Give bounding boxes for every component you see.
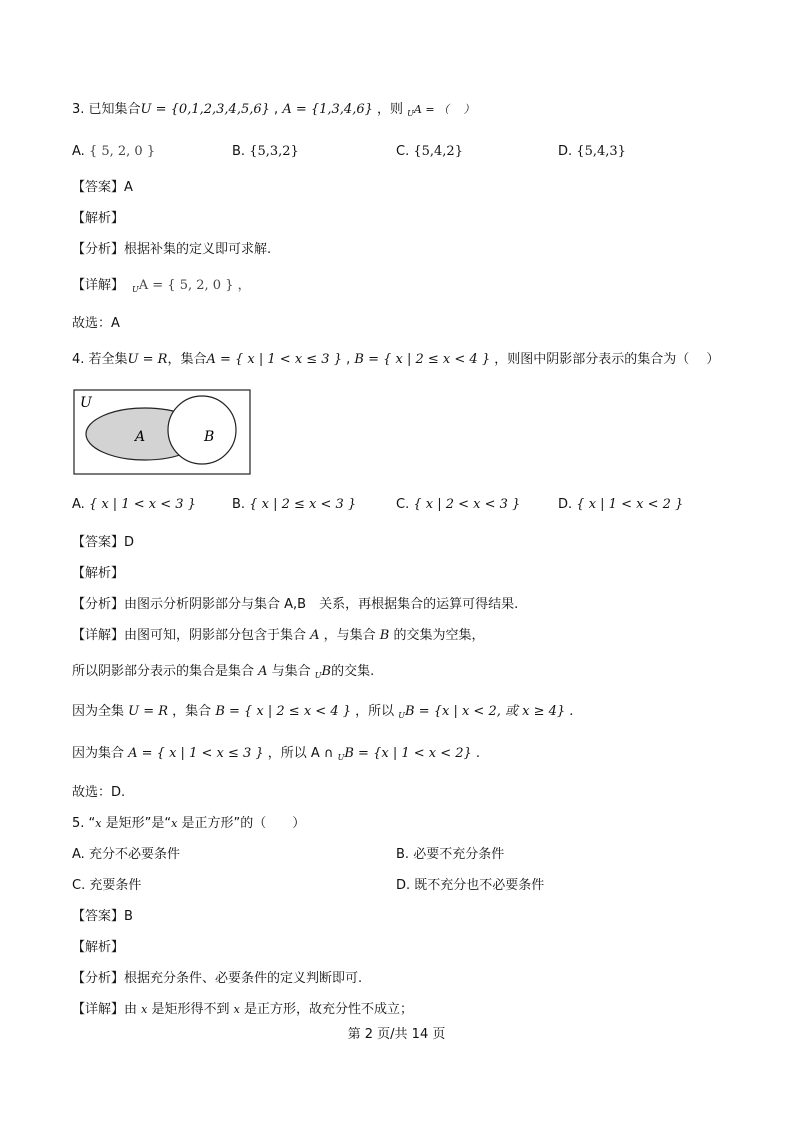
text-run: ，所以 A ∩ (263, 746, 338, 761)
q3-xiangjie-label: 【详解】 (72, 278, 125, 293)
text-run: 因为全集 (72, 704, 129, 719)
q4-analysis: 【解析】 (72, 566, 125, 581)
text-run: 所以阴影部分表示的集合是集合 (72, 664, 259, 679)
option-value: {5,4,2} (413, 144, 463, 159)
venn-label-b: B (204, 429, 215, 445)
q4-choice: 故选：D. (72, 785, 126, 800)
q5-option-b (396, 845, 504, 865)
complement-sub: U (337, 753, 345, 762)
q3-choice: 故选：A (72, 316, 120, 331)
q4-text-1: ，集合 (167, 352, 207, 367)
text-run: ，集合 (168, 704, 216, 719)
text-run: 的交集为空集， (389, 628, 485, 643)
option-letter: D. (558, 144, 573, 159)
q4-A-set: A = { x | 1 < x ≤ 3 } (206, 352, 342, 367)
q4-U-expr: U = R (127, 352, 168, 367)
text-run: ，与集合 (319, 628, 380, 643)
math-run: B (321, 664, 332, 679)
option-letter: B. (232, 497, 246, 512)
q4-xiangjie-2 (72, 662, 374, 686)
q3-stem (72, 100, 475, 124)
q5-answer: 【答案】B (72, 909, 133, 924)
page-footer: 第 2 页/共 14 页 (347, 1027, 446, 1042)
q3-fenxi: 【分析】根据补集的定义即可求解. (72, 242, 272, 257)
math-run: A (310, 628, 320, 643)
text-run: 是正方形”的（ ） (177, 816, 306, 831)
q5-analysis: 【解析】 (72, 940, 125, 955)
q3-analysis: 【解析】 (72, 211, 125, 226)
math-run: x (171, 817, 178, 830)
text-run: 是正方形，故充分性不成立； (239, 1002, 413, 1017)
complement-sub: U (398, 711, 406, 720)
option-letter: A. (72, 144, 85, 159)
q5-option-a (72, 845, 180, 865)
option-value: 必要不充分条件 (413, 847, 505, 862)
q5-option-c (72, 876, 141, 896)
option-value: { x | 2 ≤ x < 3 } (249, 497, 357, 512)
q4-stem (72, 350, 719, 370)
option-letter: D. (558, 497, 573, 512)
q3-option-d (558, 142, 626, 162)
q4-xiangjie-1 (72, 626, 485, 646)
q4-xiangjie-3 (72, 702, 573, 726)
q5-option-d (396, 876, 544, 896)
q3-A-set: A = {1,3,4,6} (282, 102, 373, 117)
q4-text-2: ，则图中阴影部分表示的集合为（ ） (490, 352, 720, 367)
q3-xiangjie-expr: A = { 5, 2, 0 } ， (138, 278, 251, 293)
q3-option-b (232, 142, 299, 162)
option-letter: C. (396, 497, 410, 512)
q3-complement-expr: A = （ ） (413, 103, 475, 116)
q4-xiangjie-4 (72, 744, 480, 768)
text-run: 的交集. (331, 664, 375, 679)
q3-complement-sub: U (407, 109, 414, 118)
option-letter: A. (72, 847, 85, 862)
text-run: 【详解】由图可知，阴影部分包含于集合 (72, 628, 311, 643)
q4-option-c (396, 495, 520, 515)
math-run: x (95, 817, 102, 830)
option-value: { x | 2 < x < 3 } (413, 497, 521, 512)
q4-option-a (72, 495, 196, 515)
text-run: 是矩形得不到 (147, 1002, 234, 1017)
option-value: { x | 1 < x < 3 } (88, 497, 196, 512)
math-run: x (233, 1003, 240, 1016)
q3-stem-prefix: 3. 已知集合 (72, 102, 141, 117)
math-run: B (379, 628, 390, 643)
option-value: { x | 1 < x < 2 } (576, 497, 684, 512)
math-run: A = { x | 1 < x ≤ 3 } (128, 746, 264, 761)
q3-sep: , (269, 102, 283, 117)
q3-mid: ，则 (372, 102, 408, 117)
q4-fenxi: 【分析】由图示分析阴影部分与集合 A,B 关系，再根据集合的运算可得结果. (72, 597, 519, 612)
q5-xiangjie (72, 1000, 413, 1020)
option-letter: D. (396, 878, 411, 893)
venn-label-a: A (135, 429, 146, 445)
complement-sub: U (314, 671, 322, 680)
math-run: A (258, 664, 268, 679)
text-run: 是矩形”是“ (101, 816, 172, 831)
q3-xiangjie-sub: U (132, 285, 139, 294)
venn-diagram (72, 388, 252, 476)
math-run: U = R (128, 704, 169, 719)
option-value: {5,3,2} (249, 144, 299, 159)
q4-B-set: B = { x | 2 ≤ x < 4 } (354, 352, 491, 367)
text-run: 因为集合 (72, 746, 129, 761)
option-letter: B. (232, 144, 246, 159)
option-letter: C. (72, 878, 86, 893)
q4-sep: , (342, 352, 355, 367)
q4-option-b (232, 495, 356, 515)
text-run: 5. “ (72, 816, 96, 831)
text-run: 与集合 (267, 664, 315, 679)
text-run: ，所以 (351, 704, 399, 719)
math-run: x (141, 1003, 148, 1016)
q3-option-a (72, 142, 155, 162)
q3-xiangjie (72, 276, 251, 300)
option-letter: A. (72, 497, 85, 512)
option-value: { 5, 2, 0 } (88, 144, 156, 159)
q4-stem-prefix: 4. 若全集 (72, 352, 128, 367)
math-run: B = { x | 2 ≤ x < 4 } (215, 704, 351, 719)
set-b-circle (168, 396, 236, 464)
q3-U-set: U = {0,1,2,3,4,5,6} (140, 102, 270, 117)
q5-stem (72, 814, 305, 834)
q5-fenxi: 【分析】根据充分条件、必要条件的定义判断即可. (72, 971, 363, 986)
option-value: 充分不必要条件 (88, 847, 180, 862)
option-letter: C. (396, 144, 410, 159)
q3-answer: 【答案】A (72, 180, 133, 195)
math-run: B = {x | x < 2, 或 x ≥ 4} . (405, 704, 574, 719)
option-value: 充要条件 (89, 878, 142, 893)
math-run: B = {x | 1 < x < 2} . (344, 746, 481, 761)
q3-option-c (396, 142, 463, 162)
venn-label-u: U (80, 395, 92, 411)
q4-answer: 【答案】D (72, 535, 135, 550)
option-value: 既不充分也不必要条件 (414, 878, 545, 893)
text-run: 【详解】由 (72, 1002, 142, 1017)
q4-option-d (558, 495, 683, 515)
option-value: {5,4,3} (576, 144, 626, 159)
option-letter: B. (396, 847, 410, 862)
